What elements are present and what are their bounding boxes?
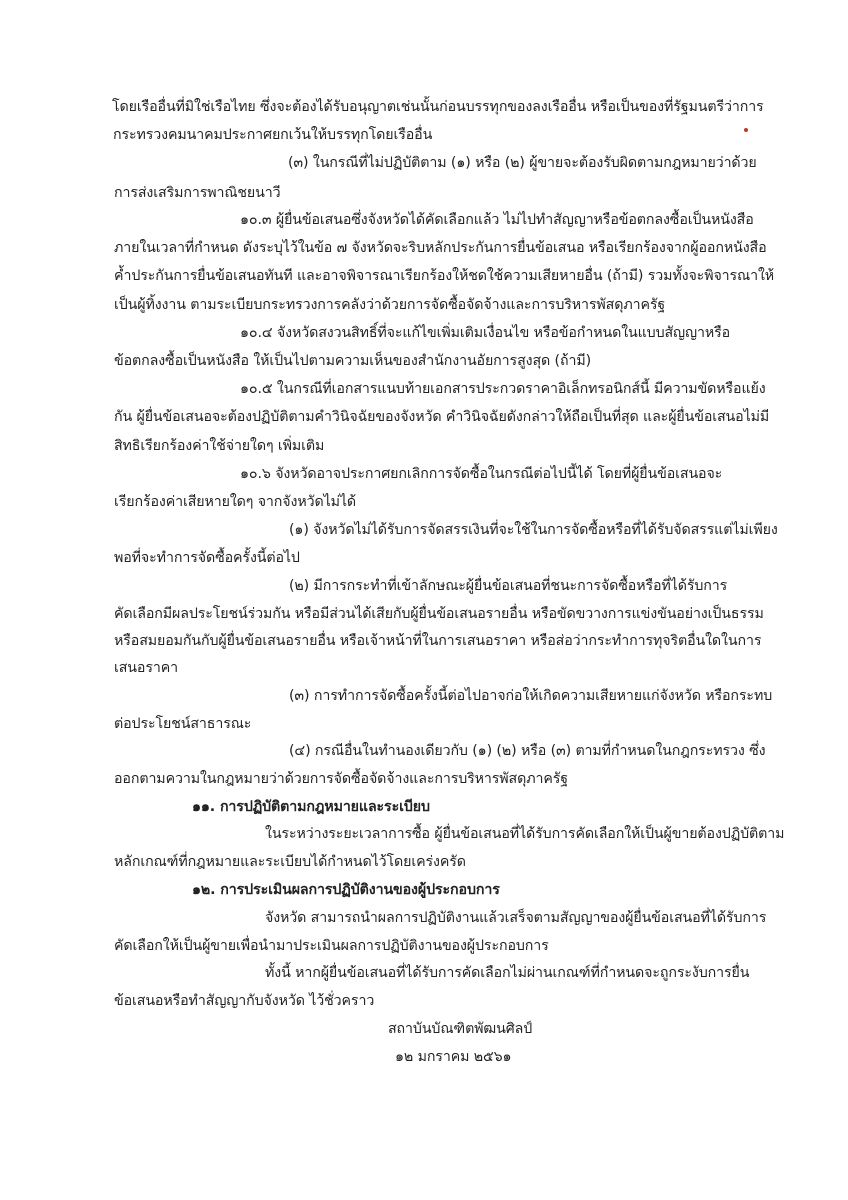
issuer-name: สถาบันบัณฑิตพัฒนศิลป์ (388, 1021, 533, 1037)
text-line: ในระหว่างระยะเวลาการซื้อ ผู้ยื่นข้อเสนอที่ได้รับการคัดเลือกให้เป็นผู้ขายต้องปฏิบัติตาม (265, 826, 785, 842)
text-line: หรือสมยอมกันกับผู้ยื่นข้อเสนอรายอื่น หรือเจ้าหน้าที่ในการเสนอราคา หรือส่อว่ากระทำการทุจริตอื่นใดในการ (114, 633, 762, 649)
text-line: ต่อประโยชน์สาธารณะ (114, 716, 252, 732)
clause-item: (๔) กรณีอื่นในทำนองเดียวกับ (๑) (๒) หรือ (๓) ตามที่กำหนดในกฎกระทรวง ซึ่ง (289, 743, 766, 759)
text-line: ภายในเวลาที่กำหนด ดังระบุไว้ในข้อ ๗ จังหวัดจะริบหลักประกันการยื่นข้อเสนอ หรือเรียกร้องจากผู้ออกหนังสือ (114, 240, 767, 256)
text-line: หลักเกณฑ์ที่กฎหมายและระเบียบได้กำหนดไว้โดยเคร่งครัด (114, 854, 466, 870)
text-line: กัน ผู้ยื่นข้อเสนอจะต้องปฏิบัติตามคำวินิจฉัยของจังหวัด คำวินิจฉัยดังกล่าวให้ถือเป็นที่สุด และผู้ยื่นข้อเสนอไม่มี (114, 409, 770, 425)
text-line: เรียกร้องค่าเสียหายใดๆ จากจังหวัดไม่ได้ (114, 494, 357, 510)
text-line: ออกตามความในกฎหมายว่าด้วยการจัดซื้อจัดจ้างและการบริหารพัสดุภาครัฐ (114, 771, 568, 787)
text-line: กระทรวงคมนาคมประกาศยกเว้นให้บรรทุกโดยเรืออื่น (113, 127, 433, 143)
text-line: จังหวัด สามารถนำผลการปฏิบัติงานแล้วเสร็จตามสัญญาของผู้ยื่นข้อเสนอที่ได้รับการ (265, 910, 767, 926)
text-line: โดยเรืออื่นที่มิใช่เรือไทย ซึ่งจะต้องได้รับอนุญาตเช่นนั้นก่อนบรรทุกของลงเรืออื่น หรือเป็นของที่รัฐมนตรีว่าการ (112, 99, 764, 115)
text-line: คัดเลือกมีผลประโยชน์ร่วมกัน หรือมีส่วนได้เสียกับผู้ยื่นข้อเสนอรายอื่น หรือขัดขวางการแข่งขันอย่างเป็นธรรม (114, 606, 764, 622)
text-line: ข้อเสนอหรือทำสัญญากับจังหวัด ไว้ชั่วคราว (114, 993, 375, 1009)
text-line: คัดเลือกให้เป็นผู้ขายเพื่อนำมาประเมินผลการปฏิบัติงานของผู้ประกอบการ (114, 938, 549, 954)
clause-heading: ๑๐.๖ จังหวัดอาจประกาศยกเลิกการจัดซื้อในกรณีต่อไปนี้ได้ โดยที่ผู้ยื่นข้อเสนอจะ (240, 466, 723, 482)
clause-heading: ๑๐.๓ ผู้ยื่นข้อเสนอซึ่งจังหวัดได้คัดเลือกแล้ว ไม่ไปทำสัญญาหรือข้อตกลงซื้อเป็นหนังสือ (240, 212, 754, 228)
clause-heading: ๑๐.๕ ในกรณีที่เอกสารแนบท้ายเอกสารประกวดราคาอิเล็กทรอนิกส์นี้ มีความขัดหรือแย้ง (240, 381, 766, 397)
text-line: เสนอราคา (114, 660, 178, 676)
clause-item: (๓) การทำการจัดซื้อครั้งนี้ต่อไปอาจก่อให้เกิดความเสียหายแก่จังหวัด หรือกระทบ (289, 688, 773, 704)
clause-item: (๑) จังหวัดไม่ได้รับการจัดสรรเงินที่จะใช้ในการจัดซื้อหรือที่ได้รับจัดสรรแต่ไม่เพียง (289, 522, 778, 538)
section-heading: ๑๑. การปฏิบัติตามกฎหมายและระเบียบ (192, 799, 430, 815)
ink-mark (744, 128, 748, 132)
text-line: ข้อตกลงซื้อเป็นหนังสือ ให้เป็นไปตามความเห็นของสำนักงานอัยการสูงสุด (ถ้ามี) (114, 353, 592, 369)
text-line: ทั้งนี้ หากผู้ยื่นข้อเสนอที่ได้รับการคัดเลือกไม่ผ่านเกณฑ์ที่กำหนดจะถูกระงับการยื่น (265, 965, 750, 981)
issue-date: ๑๒ มกราคม ๒๕๖๑ (395, 1049, 512, 1065)
text-line: สิทธิเรียกร้องค่าใช้จ่ายใดๆ เพิ่มเติม (114, 438, 325, 454)
text-line: พอที่จะทำการจัดซื้อครั้งนี้ต่อไป (114, 550, 300, 566)
clause-heading: ๑๐.๔ จังหวัดสงวนสิทธิ์ที่จะแก้ไขเพิ่มเติมเงื่อนไข หรือข้อกำหนดในแบบสัญญาหรือ (240, 325, 731, 341)
text-line: การส่งเสริมการพาณิชยนาวี (114, 185, 281, 201)
clause-item: (๓) ในกรณีที่ไม่ปฏิบัติตาม (๑) หรือ (๒) ผู้ขายจะต้องรับผิดตามกฎหมายว่าด้วย (288, 155, 757, 171)
text-line: ค้ำประกันการยื่นข้อเสนอทันที และอาจพิจารณาเรียกร้องให้ชดใช้ความเสียหายอื่น (ถ้ามี) รวมทั้งจะพิจารณาให้ (114, 268, 775, 284)
text-line: เป็นผู้ทิ้งงาน ตามระเบียบกระทรวงการคลังว่าด้วยการจัดซื้อจัดจ้างและการบริหารพัสดุภาครัฐ (114, 297, 666, 313)
clause-item: (๒) มีการกระทำที่เข้าลักษณะผู้ยื่นข้อเสนอที่ชนะการจัดซื้อหรือที่ได้รับการ (289, 578, 728, 594)
section-heading: ๑๒. การประเมินผลการปฏิบัติงานของผู้ประกอบการ (192, 882, 500, 898)
